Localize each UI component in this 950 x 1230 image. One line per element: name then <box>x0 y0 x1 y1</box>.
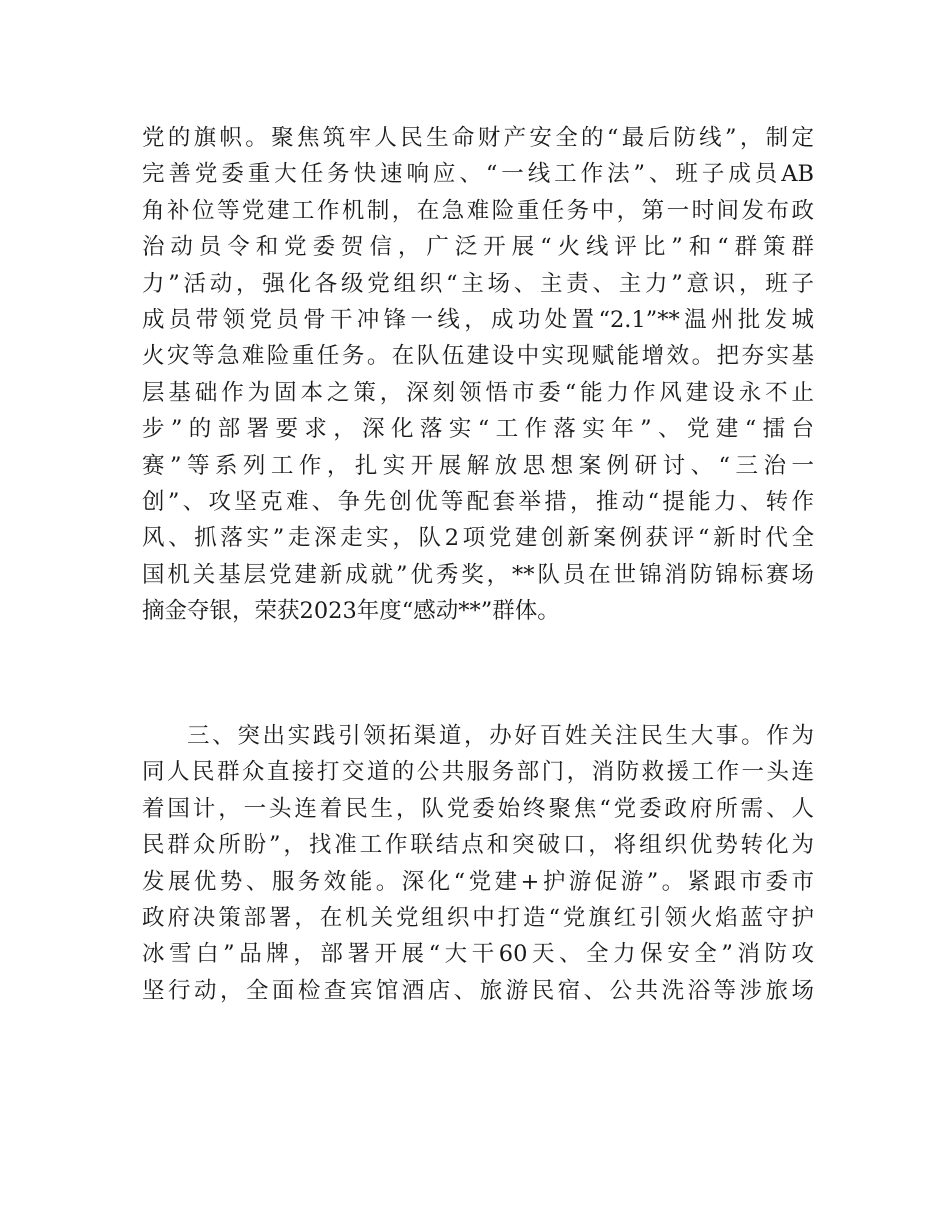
paragraph-line: 政府决策部署，在机关党组织中打造“党旗红引领火焰蓝守护 <box>142 904 814 931</box>
paragraph-line: 风、抓落实”走深走实，队2项党建创新案例获评“新时代全 <box>142 525 814 552</box>
paragraph-line: 着国计，一头连着民生，队党委始终聚焦“党委政府所需、人 <box>142 795 814 822</box>
paragraph-line: 力”活动，强化各级党组织“主场、主责、主力”意识，班子 <box>142 270 814 297</box>
paragraph-line: 三、突出实践引领拓渠道，办好百姓关注民生大事。作为 <box>187 723 814 749</box>
paragraph-line: 党的旗帜。聚焦筑牢人民生命财产安全的“最后防线”，制定 <box>142 125 814 151</box>
paragraph-line: 坚行动，全面检查宾馆酒店、旅游民宿、公共洗浴等涉旅场 <box>142 977 814 1004</box>
paragraph-line: 完善党委重大任务快速响应、“一线工作法”、班子成员AB <box>142 161 814 188</box>
paragraph-line: 摘金夺银，荣获2023年度“感动**”群体。 <box>142 598 560 625</box>
paragraph-line: 赛”等系列工作，扎实开展解放思想案例研讨、“三治一 <box>142 452 814 479</box>
paragraph-line: 创”、攻坚克难、争先创优等配套举措，推动“提能力、转作 <box>142 488 814 515</box>
paragraph-continued <box>142 120 814 629</box>
paragraph-line: 治动员令和党委贺信，广泛开展“火线评比”和“群策群 <box>142 234 814 261</box>
paragraph-line: 冰雪白”品牌，部署开展“大干60天、全力保安全”消防攻 <box>142 941 814 968</box>
paragraph-three <box>142 718 814 1009</box>
paragraph-line: 层基础作为固本之策，深刻领悟市委“能力作风建设永不止 <box>142 379 814 406</box>
paragraph-line: 步”的部署要求，深化落实“工作落实年”、党建“擂台 <box>142 416 814 443</box>
paragraph-line: 成员带领党员骨干冲锋一线，成功处置“2.1”**温州批发城 <box>142 306 814 333</box>
paragraph-line: 火灾等急难险重任务。在队伍建设中实现赋能增效。把夯实基 <box>142 343 814 370</box>
paragraph-line: 同人民群众直接打交道的公共服务部门，消防救援工作一头连 <box>142 759 814 786</box>
paragraph-line: 角补位等党建工作机制，在急难险重任务中，第一时间发布政 <box>142 197 814 224</box>
paragraph-line: 发展优势、服务效能。深化“党建+护游促游”。紧跟市委市 <box>142 868 814 895</box>
paragraph-line: 民群众所盼”，找准工作联结点和突破口，将组织优势转化为 <box>142 832 814 859</box>
paragraph-line: 国机关基层党建新成就”优秀奖，**队员在世锦消防锦标赛场 <box>142 561 814 588</box>
